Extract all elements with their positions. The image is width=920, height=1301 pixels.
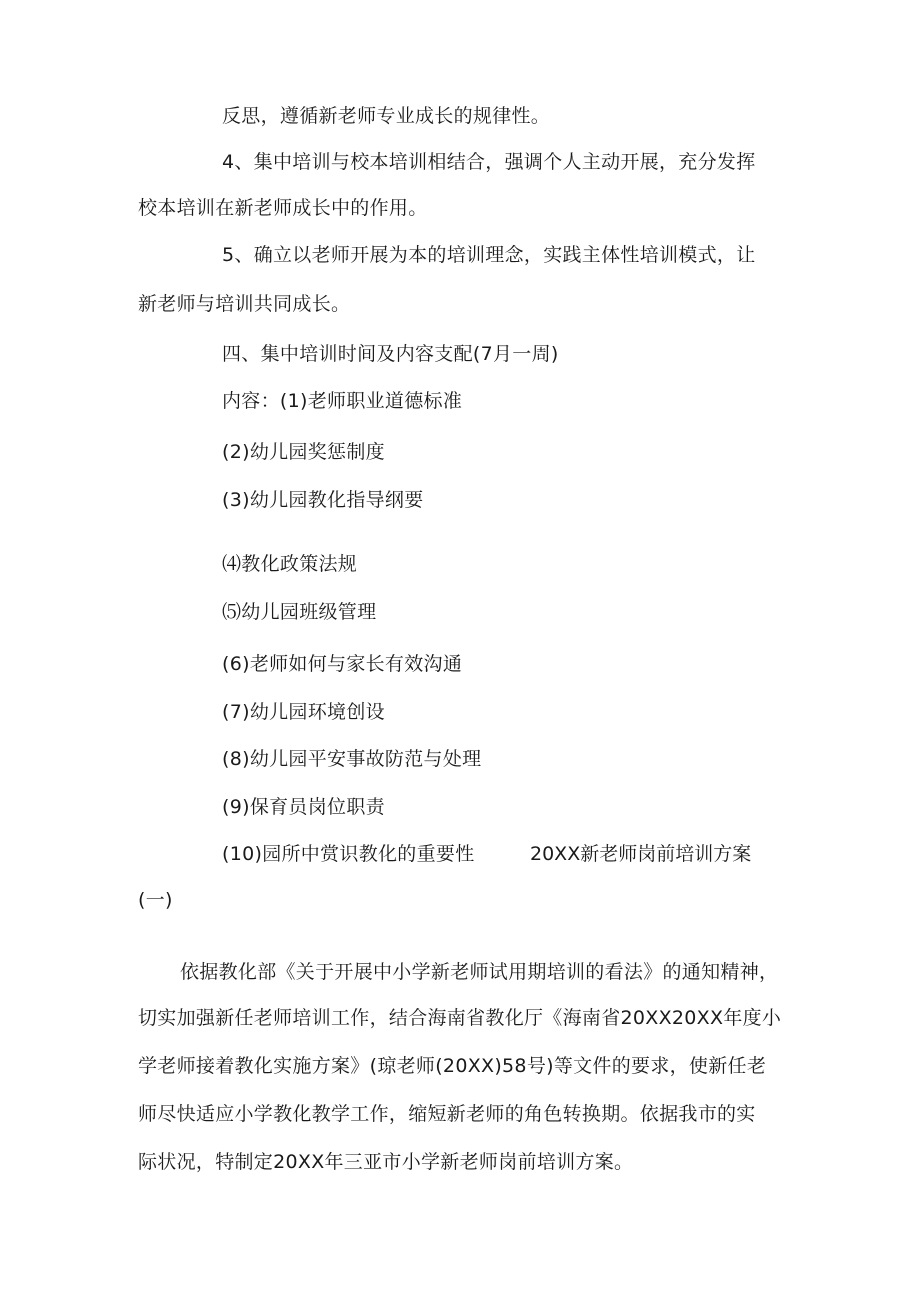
paragraph-line: 师尽快适应小学教化教学工作，缩短新老师的角色转换期。依据我市的实 [138,1103,756,1125]
text-line: 4、集中培训与校本培训相结合，强调个人主动开展，充分发挥 [222,151,756,173]
list-item: (10)园所中赏识教化的重要性 [222,843,475,865]
paragraph-line: 际状况，特制定20XX年三亚市小学新老师岗前培训方案。 [138,1151,634,1173]
list-item: ⑷教化政策法规 [222,553,358,575]
list-item: (6)老师如何与家长有效沟通 [222,653,463,675]
list-item: (7)幼儿园环境创设 [222,701,385,723]
list-item: (2)幼儿园奖惩制度 [222,441,385,463]
text-line: 5、确立以老师开展为本的培训理念，实践主体性培训模式，让 [222,244,756,266]
list-item: (9)保育员岗位职责 [222,796,385,818]
list-item: 内容：(1)老师职业道德标准 [222,390,463,412]
list-item: (8)幼儿园平安事故防范与处理 [222,748,482,770]
text-line: 新老师与培训共同成长。 [138,293,351,315]
list-item: (3)幼儿园教化指导纲要 [222,489,424,511]
paragraph-line: 依据教化部《关于开展中小学新老师试用期培训的看法》的通知精神， [180,961,779,983]
section-title: 20XX新老师岗前培训方案 [530,843,752,865]
paragraph-line: 切实加强新任老师培训工作，结合海南省教化厅《海南省20XX20XX年度小 [138,1007,782,1029]
section-title-suffix: (一) [138,889,173,911]
section-heading: 四、集中培训时间及内容支配(7月一周) [222,343,559,365]
text-line: 校本培训在新老师成长中的作用。 [138,197,428,219]
paragraph-line: 学老师接着教化实施方案》(琼老师(20XX)58号)等文件的要求，使新任老 [138,1055,767,1077]
list-item: ⑸幼儿园班级管理 [222,601,377,623]
text-line: 反思，遵循新老师专业成长的规律性。 [222,105,551,127]
